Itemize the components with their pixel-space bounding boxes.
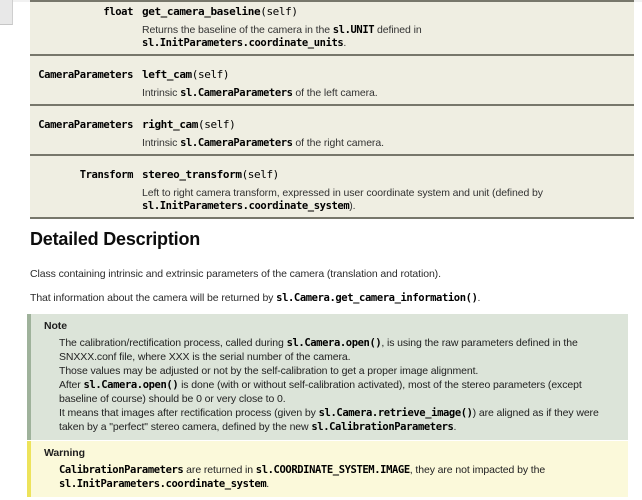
text-run: . [343, 37, 347, 49]
text-line [30, 268, 630, 281]
member-signature [142, 168, 634, 182]
code-ref: sl.Camera.open() [83, 379, 179, 391]
member-row [30, 106, 634, 156]
note-body [59, 336, 614, 434]
code-ref: sl.COORDINATE_SYSTEM.IMAGE [255, 464, 410, 476]
description-paragraphs [30, 268, 630, 316]
text-run: That information about the camera will be returned by [30, 292, 277, 304]
member-main [142, 68, 634, 100]
member-name-link[interactable]: right_cam [142, 118, 199, 131]
member-args: (self) [260, 5, 298, 18]
text-run: defined in [374, 24, 422, 36]
code-ref: sl.InitParameters.coordinate_units [142, 37, 344, 49]
warning-box [27, 441, 628, 497]
code-ref: sl.UNIT [332, 24, 375, 36]
code-ref: sl.Camera.retrieve_image() [318, 407, 473, 419]
code-ref: sl.CameraParameters [180, 87, 293, 99]
text-run: of the right camera. [292, 137, 384, 149]
text-run: , they are not impacted by the [409, 464, 546, 476]
detailed-description-heading: Detailed Description [30, 229, 201, 249]
text-run: ). [349, 200, 356, 212]
text-run: Those values may be adjusted or not by the self-calibration to get a proper image alignment. [59, 365, 479, 377]
text-run: is done (with or without self-calibration activated), most of the stereo parameters (except baseline of course) should be 0 or very close to 0. [59, 379, 582, 405]
warning-body [59, 463, 614, 491]
text-run: ) are aligned as if they were taken by a "perfect" stereo camera, defined by the new [59, 407, 599, 433]
member-row [30, 56, 634, 106]
code-ref: CalibrationParameters [59, 464, 184, 476]
code-ref: sl.InitParameters.coordinate_system [59, 478, 267, 490]
code-ref: sl.CalibrationParameters [311, 421, 454, 433]
member-signature [142, 68, 634, 82]
member-type: CameraParameters [38, 119, 133, 131]
code-ref: sl.CameraParameters [180, 137, 293, 149]
member-desc [142, 187, 634, 213]
text-run: Intrinsic [142, 137, 181, 149]
member-signature [142, 118, 634, 132]
member-type: CameraParameters [38, 69, 133, 81]
code-ref: sl.InitParameters.coordinate_system [142, 200, 350, 212]
warning-label: Warning [44, 447, 85, 459]
member-main [142, 5, 634, 50]
scrollbar-artifact [0, 0, 13, 25]
text-run: . [477, 292, 481, 304]
member-row [30, 156, 634, 219]
text-run: After [59, 379, 84, 391]
member-main [142, 168, 634, 213]
note-label: Note [44, 320, 67, 332]
text-run: of the left camera. [292, 87, 378, 99]
text-run: It means that images after rectification process (given by [59, 407, 319, 419]
text-line [59, 364, 614, 378]
text-run: are returned in [183, 464, 256, 476]
member-signature [142, 5, 634, 19]
text-line [59, 336, 614, 364]
member-desc [142, 137, 634, 150]
member-table [30, 0, 634, 219]
member-name-link[interactable]: left_cam [142, 68, 192, 81]
code-ref: sl.Camera.get_camera_information() [276, 292, 478, 304]
member-args: (self) [191, 68, 230, 81]
note-box [27, 314, 628, 440]
member-name-link[interactable]: stereo_transform [142, 168, 242, 181]
text-line [59, 378, 614, 406]
member-row [30, 2, 634, 56]
text-run: Left to right camera transform, expressed in user coordinate system and unit (defined by [142, 187, 543, 199]
text-run: The calibration/rectification process, called during [59, 337, 287, 349]
text-line [30, 292, 630, 305]
text-run: Intrinsic [142, 87, 181, 99]
member-main [142, 118, 634, 150]
text-line [59, 406, 614, 434]
member-args: (self) [198, 118, 236, 131]
code-ref: sl.Camera.open() [286, 337, 382, 349]
member-name-link[interactable]: get_camera_baseline [142, 5, 261, 18]
member-desc [142, 24, 634, 50]
member-type: Transform [79, 169, 133, 181]
member-args: (self) [241, 168, 279, 181]
text-run: Returns the baseline of the camera in the [142, 24, 333, 36]
text-run: , is using the raw parameters defined in the SNXXX.conf file, where XXX is the serial number of the camera. [59, 337, 578, 363]
member-type: float [103, 6, 133, 18]
text-line [59, 463, 614, 491]
text-run: . [266, 478, 270, 490]
member-desc [142, 87, 634, 100]
text-run: Class containing intrinsic and extrinsic parameters of the camera (translation and rotation). [30, 268, 441, 280]
text-run: . [453, 421, 457, 433]
